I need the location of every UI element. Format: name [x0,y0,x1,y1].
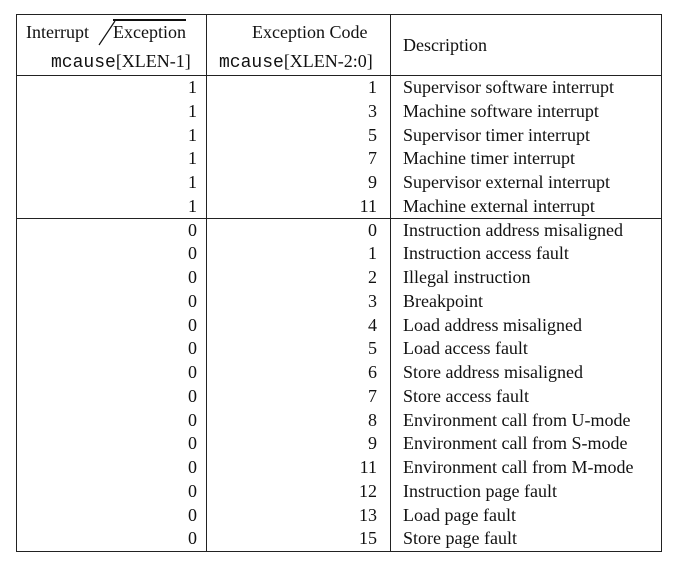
header-description: Description [403,35,487,55]
description-cell: Supervisor timer interrupt [403,124,590,145]
interrupt-rows [17,76,661,219]
code-cell: 15 [359,528,377,549]
table-row [17,409,661,433]
description-cell: Illegal instruction [403,267,531,287]
interrupt-cell: 0 [188,362,197,382]
code-cell: 0 [368,219,377,240]
description-cell: Machine software interrupt [403,100,599,121]
code-cell: 2 [368,267,377,287]
description-cell: Machine timer interrupt [403,148,575,169]
code-cell: 5 [368,338,377,359]
interrupt-cell: 0 [188,243,197,264]
table-row [17,219,661,243]
table-row [17,385,661,409]
interrupt-cell: 1 [188,172,197,192]
description-cell: Supervisor software interrupt [403,77,614,97]
interrupt-cell: 0 [188,433,197,454]
description-cell: Environment call from S-mode [403,433,628,454]
interrupt-cell: 0 [188,480,197,501]
code-cell: 9 [368,433,377,454]
code-cell: 11 [359,195,377,216]
description-cell: Breakpoint [403,290,483,311]
description-cell: Load access fault [403,338,528,359]
interrupt-cell: 0 [188,385,197,406]
description-cell: Environment call from M-mode [403,457,634,477]
table-row [17,337,661,361]
description-cell: Environment call from U-mode [403,409,631,430]
code-cell: 3 [368,290,377,311]
description-cell: Machine external interrupt [403,195,595,216]
header-exception-code-label: Exception Code [252,22,368,42]
code-cell: 9 [368,172,377,192]
header-col1-field: mcause[XLEN-1] [51,51,191,73]
code-cell: 1 [368,243,377,264]
table-row [17,432,661,456]
interrupt-cell: 1 [188,77,197,97]
table-row [17,266,661,290]
code-cell: 7 [368,148,377,169]
table-row [17,527,661,551]
table-row [17,480,661,504]
code-cell: 3 [368,100,377,121]
code-cell: 5 [368,124,377,145]
code-cell: 1 [368,77,377,97]
interrupt-cell: 1 [188,100,197,121]
interrupt-cell: 1 [188,124,197,145]
description-cell: Supervisor external interrupt [403,172,610,192]
description-cell: Store access fault [403,385,529,406]
interrupt-cell: 0 [188,409,197,430]
interrupt-cell: 0 [188,504,197,525]
interrupt-cell: 0 [188,314,197,335]
header-col2-field: mcause[XLEN-2:0] [219,51,373,73]
interrupt-cell: 0 [188,338,197,359]
table-row [17,361,661,385]
code-cell: 13 [359,504,377,525]
table-row [17,171,661,195]
code-cell: 6 [368,362,377,382]
table-body [17,76,661,551]
interrupt-cell: 0 [188,267,197,287]
table-row [17,504,661,528]
description-cell: Instruction page fault [403,480,557,501]
code-cell: 12 [359,480,377,501]
description-cell: Load address misaligned [403,314,582,335]
description-cell: Instruction access fault [403,243,569,264]
code-cell: 7 [368,385,377,406]
interrupt-cell: 0 [188,457,197,477]
interrupt-cell: 0 [188,219,197,240]
interrupt-cell: 1 [188,148,197,169]
table-row [17,456,661,480]
description-cell: Store address misaligned [403,362,583,382]
code-cell: 8 [368,409,377,430]
table-row [17,100,661,124]
table-row [17,242,661,266]
interrupt-cell: 1 [188,195,197,216]
table-row [17,195,661,219]
code-cell: 11 [359,457,377,477]
exception-rows [17,219,661,552]
interrupt-cell: 0 [188,528,197,549]
description-cell: Load page fault [403,504,516,525]
table-row [17,76,661,100]
code-cell: 4 [368,314,377,335]
interrupt-cell: 0 [188,290,197,311]
header-exception-label: Exception [113,19,186,43]
description-cell: Store page fault [403,528,517,549]
table-row [17,147,661,171]
table-row [17,124,661,148]
table-row [17,314,661,338]
header-interrupt-label: Interrupt [26,22,89,42]
mcause-table [16,14,662,552]
description-cell: Instruction address misaligned [403,219,623,240]
table-row [17,290,661,314]
